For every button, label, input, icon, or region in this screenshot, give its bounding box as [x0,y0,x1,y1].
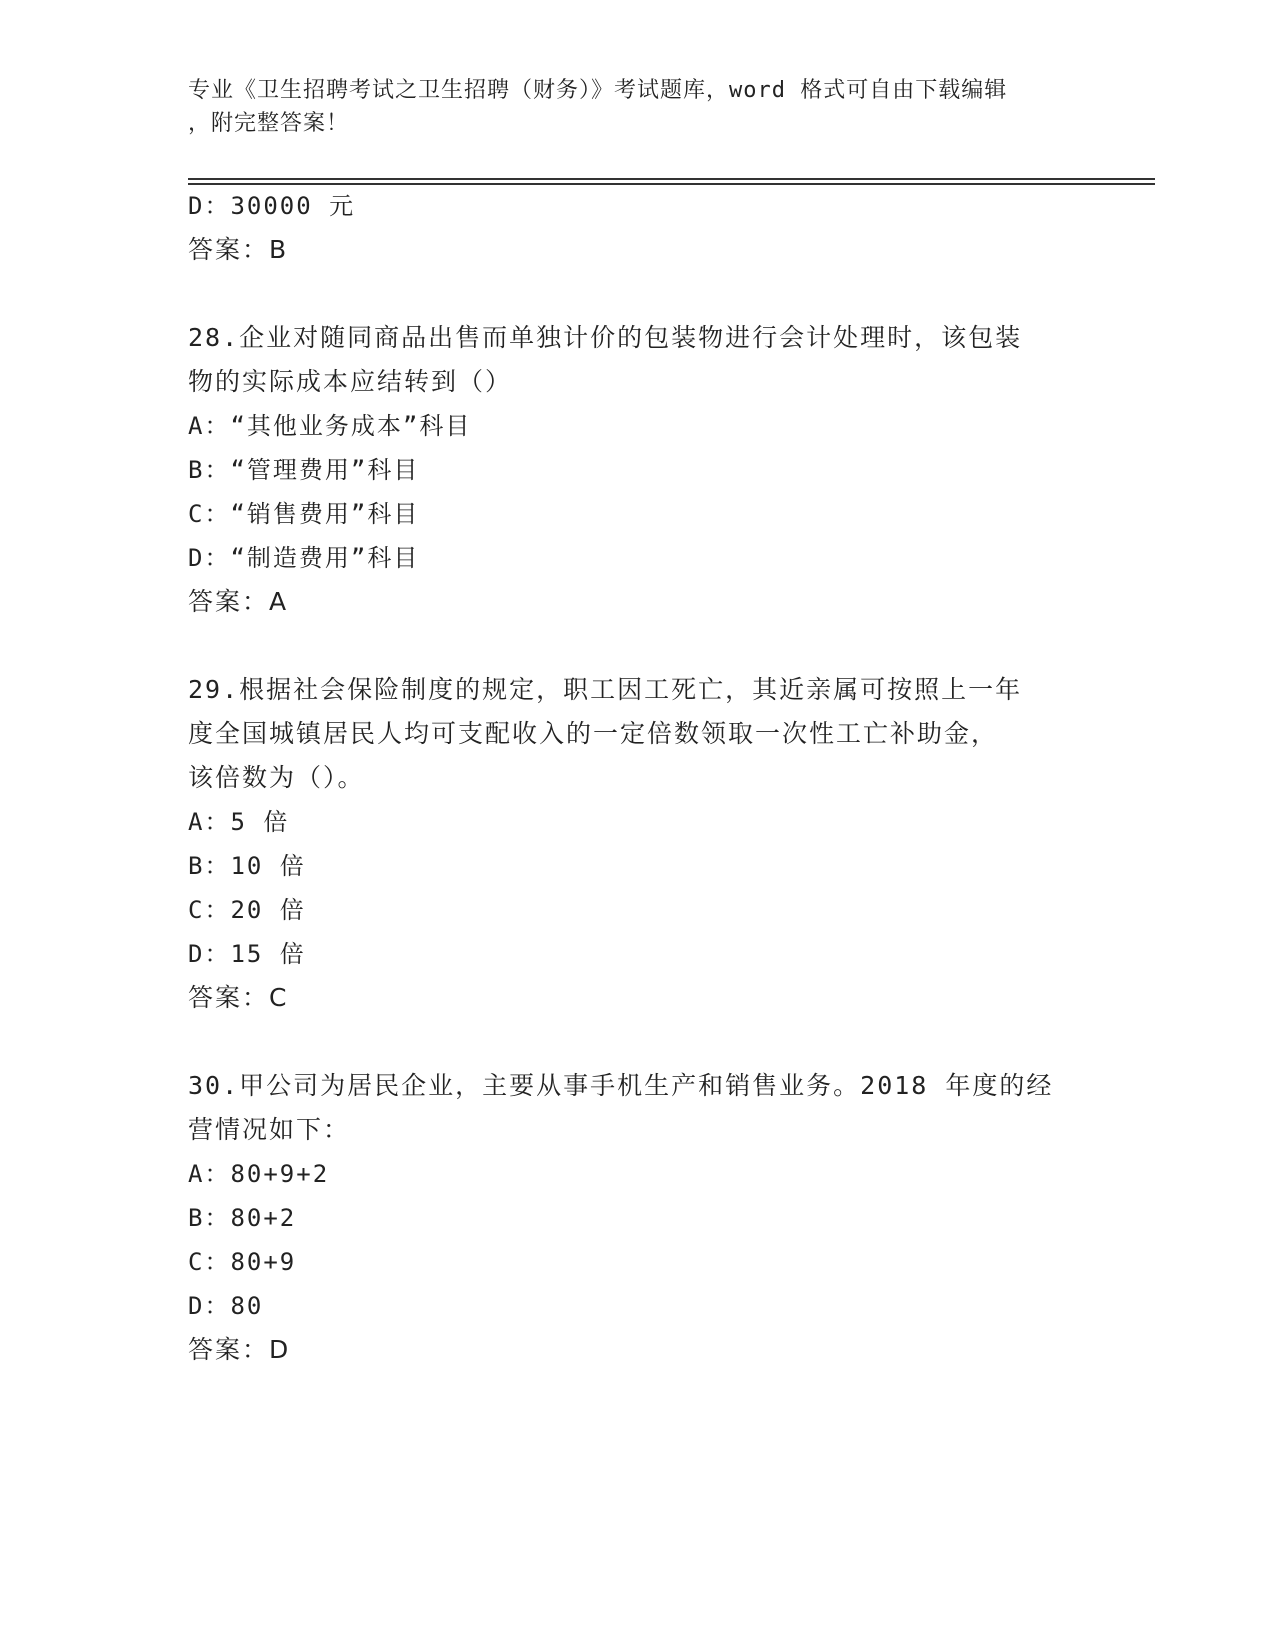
q28-option-d: D：“制造费用”科目 [188,544,420,572]
header-line-1: 专业《卫生招聘考试之卫生招聘（财务）》考试题库，word 格式可自由下载编辑 [188,78,1008,103]
header-divider-bottom [188,183,1155,185]
header-divider-top [188,178,1155,180]
q29-stem-line-1: 29.根据社会保险制度的规定，职工因工死亡，其近亲属可按照上一年 [188,675,1023,704]
q29-option-a: A：5 倍 [188,808,290,836]
q28-answer: 答案：A [188,587,289,616]
q29-stem-line-2: 度全国城镇居民人均可支配收入的一定倍数领取一次性工亡补助金， [188,719,999,748]
q29-stem-line-3: 该倍数为（）。 [188,763,365,792]
q29-option-b: B：10 倍 [188,852,306,880]
q28-option-a: A：“其他业务成本”科目 [188,412,472,440]
q29-answer: 答案：C [188,983,289,1012]
q30-answer: 答案：D [188,1335,291,1364]
q30-option-d: D：80 [188,1292,264,1320]
header-line-2: ，附完整答案！ [188,111,350,136]
prev-answer: 答案：B [188,235,289,264]
q28-stem-line-1: 28.企业对随同商品出售而单独计价的包装物进行会计处理时，该包装 [188,323,1023,352]
q29-option-d: D：15 倍 [188,940,306,968]
document-header [188,74,1088,140]
q29-option-c: C：20 倍 [188,896,306,924]
q28-option-c: C：“销售费用”科目 [188,500,420,528]
q28-stem-line-2: 物的实际成本应结转到（） [188,367,513,396]
prev-option-d: D：30000 元 [188,192,356,220]
q30-option-a: A：80+9+2 [188,1160,330,1188]
q30-stem-line-2: 营情况如下： [188,1115,351,1144]
q30-option-b: B：80+2 [188,1204,297,1232]
q30-option-c: C：80+9 [188,1248,297,1276]
q28-option-b: B：“管理费用”科目 [188,456,420,484]
q30-stem-line-1: 30.甲公司为居民企业，主要从事手机生产和销售业务。2018 年度的经 [188,1071,1054,1100]
